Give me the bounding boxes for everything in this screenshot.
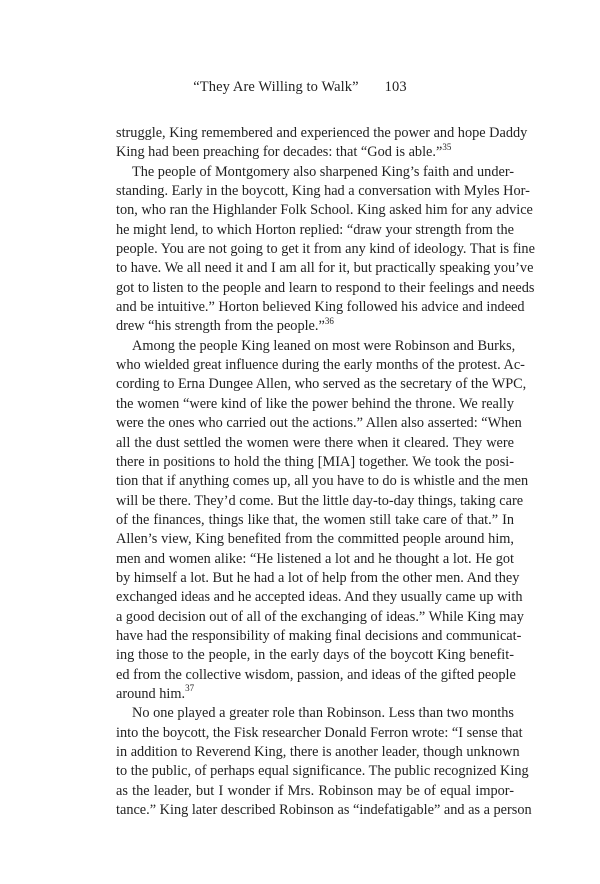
text-line: have had the responsibility of making final decisions and communicat- xyxy=(116,627,522,644)
text-line-content: King had been preaching for decades: that “God is able.” xyxy=(116,144,443,161)
paragraph-robinson-burks xyxy=(116,337,529,705)
text-line: and be intuitive.” Horton believed King followed his advice and indeed xyxy=(116,299,525,316)
footnote-marker: 35 xyxy=(442,141,452,152)
text-line: cording to Erna Dungee Allen, who served as the secretary of the WPC, xyxy=(116,376,527,393)
text-line: to the public, of perhaps equal significance. The public recognized King xyxy=(116,763,529,780)
text-line: the women “were kind of like the power behind the throne. We really xyxy=(116,395,514,412)
paragraph-continuation xyxy=(116,124,528,163)
text-line: struggle, King remembered and experienced the power and hope Daddy xyxy=(116,125,528,141)
text-line: all the dust settled the women were there when it cleared. They were xyxy=(116,434,514,451)
text-line: standing. Early in the boycott, King had a conversation with Myles Hor- xyxy=(116,183,530,200)
text-line: as the leader, but I wonder if Mrs. Robinson may be of equal impor- xyxy=(116,782,514,799)
text-line: he might lend, to which Horton replied: “draw your strength from the xyxy=(116,221,514,238)
running-header xyxy=(0,78,600,96)
text-line-content: drew “his strength from the people.” xyxy=(116,318,325,335)
text-line-with-note xyxy=(116,143,514,162)
text-line: tion that if anything comes up, all you have to do is whistle and the men xyxy=(116,473,529,490)
footnote-marker: 37 xyxy=(185,683,195,694)
text-line: ton, who ran the Highlander Folk School. King asked him for any advice xyxy=(116,202,533,219)
text-line: tance.” King later described Robinson as “indefatigable” and as a person xyxy=(116,802,532,819)
text-line: by himself a lot. But he had a lot of help from the other men. And they xyxy=(116,569,520,586)
paragraph-montgomery-people xyxy=(116,163,535,337)
text-line: exchanged ideas and he accepted ideas. And they usually came up with xyxy=(116,589,523,606)
text-line: were the ones who carried out the actions.” Allen also asserted: “When xyxy=(116,415,522,432)
running-title: “They Are Willing to Walk” xyxy=(193,79,359,95)
text-line: will be there. They’d come. But the little day-to-day things, taking care xyxy=(116,492,524,509)
text-line: people. You are not going to get it from any kind of ideology. That is fine xyxy=(116,241,535,258)
paragraph-robinson-role xyxy=(116,704,532,820)
text-line: of the finances, things like that, the women still take care of that.” In xyxy=(116,511,514,528)
text-line: there in positions to hold the thing [MIA] together. We took the posi- xyxy=(116,453,514,470)
text-line: who wielded great influence during the early months of the protest. Ac- xyxy=(116,357,525,374)
text-line: got to listen to the people and learn to respond to their feelings and needs xyxy=(116,279,535,296)
text-line: No one played a greater role than Robinson. Less than two months xyxy=(132,705,514,722)
text-line-content: around him. xyxy=(116,685,186,702)
body-text xyxy=(116,124,535,820)
text-line-with-note xyxy=(116,685,514,704)
text-line: a good decision out of all of the exchanging of ideas.” While King may xyxy=(116,608,524,625)
text-line: Allen’s view, King benefited from the committed people around him, xyxy=(116,531,514,548)
text-line: ing those to the people, in the early days of the boycott King benefit- xyxy=(116,647,514,664)
page-number: 103 xyxy=(384,79,407,95)
footnote-marker: 36 xyxy=(324,315,334,326)
text-line: men and women alike: “He listened a lot and he thought a lot. He got xyxy=(116,550,514,567)
text-line: ed from the collective wisdom, passion, and ideas of the gifted people xyxy=(116,666,516,683)
text-line: The people of Montgomery also sharpened King’s faith and under- xyxy=(132,163,515,180)
text-line: in addition to Reverend King, there is another leader, though unknown xyxy=(116,744,520,760)
text-line: Among the people King leaned on most were Robinson and Burks, xyxy=(132,337,516,354)
text-line-with-note xyxy=(116,317,514,336)
text-line: to have. We all need it and I am all for it, but practically speaking you’ve xyxy=(116,260,534,277)
text-line: into the boycott, the Fisk researcher Donald Ferron wrote: “I sense that xyxy=(116,724,523,741)
